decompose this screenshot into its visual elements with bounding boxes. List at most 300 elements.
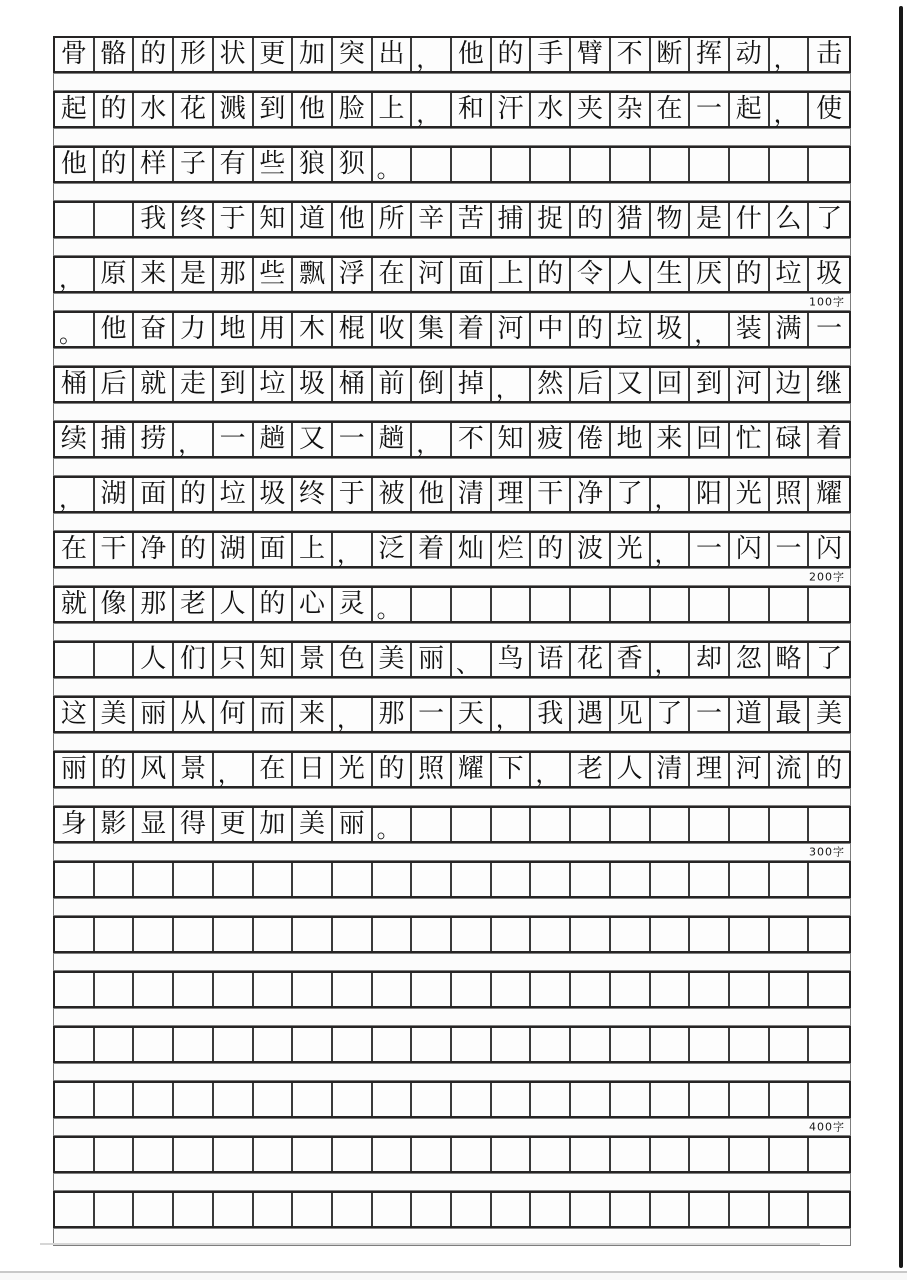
grid-cell (809, 1193, 849, 1226)
handwritten-char: 和 (457, 93, 484, 124)
grid-row (53, 916, 851, 953)
grid-cell (611, 863, 651, 896)
grid-cell (531, 918, 571, 951)
grid-cell (333, 313, 373, 346)
grid-cell (690, 588, 730, 621)
row-gap-strip (53, 403, 851, 421)
grid-cell (254, 698, 294, 731)
grid-cell (293, 643, 333, 676)
grid-cell (531, 533, 571, 566)
grid-cell (531, 698, 571, 731)
grid-cell (293, 973, 333, 1006)
grid-cell (809, 93, 849, 126)
grid-cell (134, 643, 174, 676)
handwritten-char: 人 (616, 258, 643, 289)
grid-cell (254, 1083, 294, 1116)
grid-cell (254, 1193, 294, 1226)
row-gap-strip (53, 128, 851, 146)
handwritten-char: 花 (576, 643, 603, 674)
grid-cell (492, 643, 532, 676)
handwritten-char: 棍 (338, 313, 365, 344)
grid-cell (95, 643, 135, 676)
handwritten-char: 那 (140, 588, 167, 619)
grid-cell (651, 38, 691, 71)
handwritten-char: 垃 (219, 478, 246, 509)
grid-cell (730, 643, 770, 676)
handwritten-char: 形 (179, 38, 206, 69)
grid-cell (611, 533, 651, 566)
grid-cell (690, 533, 730, 566)
grid-cell (730, 423, 770, 456)
grid-cell (174, 1193, 214, 1226)
handwritten-char: 趟 (378, 423, 405, 454)
handwritten-char: ， (217, 760, 242, 788)
grid-cell (690, 368, 730, 401)
handwritten-char: 木 (299, 313, 326, 344)
handwritten-char: 加 (299, 38, 326, 69)
row-gap-strip (53, 1063, 851, 1081)
grid-cell (651, 1083, 691, 1116)
grid-cell (293, 148, 333, 181)
grid-cell (55, 1083, 95, 1116)
handwritten-char: 净 (140, 533, 167, 564)
grid-cell (412, 533, 452, 566)
word-count-marker: 200字 (809, 570, 845, 584)
grid-cell (293, 478, 333, 511)
grid-cell (174, 1028, 214, 1061)
grid-cell (492, 1028, 532, 1061)
grid-cell (55, 588, 95, 621)
grid-cell (452, 588, 492, 621)
grid-cell (333, 863, 373, 896)
handwritten-char: 回 (656, 368, 683, 399)
grid-cell (571, 808, 611, 841)
grid-cell (531, 368, 571, 401)
grid-cell (214, 258, 254, 291)
handwritten-char: 而 (259, 698, 286, 729)
grid-row (53, 256, 851, 293)
grid-cell (373, 1028, 413, 1061)
handwritten-char: 掉 (457, 368, 484, 399)
handwritten-char: 影 (100, 808, 127, 839)
handwritten-char: 地 (219, 313, 246, 344)
grid-cell (611, 698, 651, 731)
grid-cell (134, 863, 174, 896)
row-gap-strip (53, 183, 851, 201)
grid-cell (412, 1138, 452, 1171)
grid-cell (770, 698, 810, 731)
handwritten-char: 风 (140, 753, 167, 784)
handwritten-char: 骨 (60, 38, 87, 69)
handwritten-char: 清 (457, 478, 484, 509)
grid-cell (95, 93, 135, 126)
grid-cell (770, 643, 810, 676)
grid-cell (333, 808, 373, 841)
grid-cell (373, 423, 413, 456)
grid-cell (531, 863, 571, 896)
handwritten-char: 又 (299, 423, 326, 454)
grid-cell (611, 148, 651, 181)
grid-cell (134, 533, 174, 566)
grid-cell (254, 973, 294, 1006)
grid-cell (809, 1138, 849, 1171)
grid-cell (611, 1138, 651, 1171)
handwritten-char: ， (495, 705, 520, 733)
grid-cell (254, 643, 294, 676)
handwritten-char: 臂 (576, 38, 603, 69)
grid-cell (730, 1193, 770, 1226)
grid-cell (55, 1138, 95, 1171)
grid-cell (254, 423, 294, 456)
grid-cell (492, 423, 532, 456)
handwritten-char: 干 (537, 478, 564, 509)
grid-cell (770, 753, 810, 786)
grid-cell (254, 148, 294, 181)
handwritten-char: 我 (537, 698, 564, 729)
grid-cell (333, 918, 373, 951)
grid-cell (134, 808, 174, 841)
handwritten-char: 了 (816, 643, 843, 674)
grid-cell (55, 698, 95, 731)
handwritten-char: 断 (656, 38, 683, 69)
grid-cell (293, 588, 333, 621)
grid-cell (611, 973, 651, 1006)
grid-cell (254, 753, 294, 786)
grid-cell (452, 148, 492, 181)
grid-cell (809, 368, 849, 401)
handwritten-char: ， (336, 705, 361, 733)
grid-cell (690, 918, 730, 951)
grid-cell (55, 148, 95, 181)
grid-cell (730, 38, 770, 71)
handwritten-char: 见 (616, 698, 643, 729)
grid-cell (611, 368, 651, 401)
handwritten-char: 日 (299, 753, 326, 784)
grid-cell (492, 808, 532, 841)
handwritten-char: 浮 (338, 258, 365, 289)
grid-cell (571, 1138, 611, 1171)
grid-cell (333, 588, 373, 621)
row-gap-strip (53, 788, 851, 806)
handwritten-char: 辛 (418, 203, 445, 234)
handwritten-char: 略 (775, 643, 802, 674)
grid-cell (55, 808, 95, 841)
sheet-bottom-shadow (40, 1243, 820, 1245)
grid-cell (730, 148, 770, 181)
handwritten-char: 一 (696, 698, 723, 729)
grid-cell (174, 918, 214, 951)
grid-cell (651, 643, 691, 676)
grid-cell (95, 588, 135, 621)
handwritten-char: ， (535, 760, 560, 788)
handwritten-char: 了 (816, 203, 843, 234)
grid-cell (55, 478, 95, 511)
handwritten-char: 这 (60, 698, 87, 729)
grid-cell (55, 753, 95, 786)
grid-cell (95, 148, 135, 181)
grid-cell (134, 313, 174, 346)
grid-cell (412, 148, 452, 181)
grid-cell (730, 1138, 770, 1171)
handwritten-char: 圾 (259, 478, 286, 509)
grid-cell (690, 973, 730, 1006)
grid-row (53, 91, 851, 128)
handwritten-char: 。 (376, 595, 401, 623)
grid-cell (333, 698, 373, 731)
handwritten-char: 走 (179, 368, 206, 399)
grid-cell (333, 258, 373, 291)
grid-row (53, 366, 851, 403)
handwritten-char: 垃 (616, 313, 643, 344)
handwritten-char: 光 (338, 753, 365, 784)
grid-cell (651, 1193, 691, 1226)
grid-cell (333, 93, 373, 126)
grid-cell (571, 313, 611, 346)
row-gap-strip (53, 953, 851, 971)
grid-cell (254, 38, 294, 71)
handwritten-char: 回 (696, 423, 723, 454)
grid-cell (531, 973, 571, 1006)
grid-cell (809, 38, 849, 71)
grid-cell (651, 1028, 691, 1061)
grid-cell (571, 973, 611, 1006)
handwritten-char: 丽 (140, 698, 167, 729)
handwritten-char: 倒 (418, 368, 445, 399)
grid-cell (770, 478, 810, 511)
grid-cell (809, 533, 849, 566)
handwritten-char: 边 (775, 368, 802, 399)
grid-cell (95, 368, 135, 401)
grid-cell (95, 38, 135, 71)
row-gap-strip (53, 238, 851, 256)
grid-cell (134, 1083, 174, 1116)
grid-cell (214, 38, 254, 71)
grid-cell (95, 203, 135, 236)
handwritten-char: 忽 (735, 643, 762, 674)
grid-cell (571, 368, 611, 401)
handwritten-char: 于 (219, 203, 246, 234)
handwritten-char: 面 (259, 533, 286, 564)
grid-cell (492, 1193, 532, 1226)
word-count-marker: 300字 (809, 845, 845, 859)
grid-cell (651, 808, 691, 841)
grid-cell (492, 148, 532, 181)
grid-cell (690, 423, 730, 456)
grid-cell (809, 423, 849, 456)
grid-cell (690, 313, 730, 346)
grid-cell (214, 1193, 254, 1226)
grid-cell (373, 148, 413, 181)
handwritten-char: 的 (576, 313, 603, 344)
grid-cell (452, 863, 492, 896)
grid-cell (452, 93, 492, 126)
handwritten-char: 溅 (219, 93, 246, 124)
handwritten-char: 是 (179, 258, 206, 289)
handwritten-char: 面 (457, 258, 484, 289)
grid-cell (730, 478, 770, 511)
handwritten-char: 知 (259, 203, 286, 234)
grid-cell (412, 313, 452, 346)
grid-cell (571, 38, 611, 71)
grid-cell (531, 643, 571, 676)
grid-cell (452, 918, 492, 951)
grid-cell (809, 753, 849, 786)
grid-cell (690, 93, 730, 126)
handwritten-char: 波 (576, 533, 603, 564)
grid-cell (452, 423, 492, 456)
handwritten-char: 上 (299, 533, 326, 564)
grid-cell (452, 313, 492, 346)
handwritten-char: 桶 (60, 368, 87, 399)
handwritten-char: 最 (775, 698, 802, 729)
grid-cell (333, 478, 373, 511)
handwritten-char: 灵 (338, 588, 365, 619)
handwritten-char: 飘 (299, 258, 326, 289)
grid-cell (95, 533, 135, 566)
grid-cell (611, 1193, 651, 1226)
grid-cell (611, 753, 651, 786)
grid-cell (492, 1138, 532, 1171)
handwritten-char: 心 (299, 588, 326, 619)
grid-cell (452, 533, 492, 566)
grid-cell (333, 1138, 373, 1171)
grid-cell (412, 1028, 452, 1061)
grid-cell (174, 533, 214, 566)
grid-cell (134, 478, 174, 511)
grid-cell (373, 533, 413, 566)
grid-cell (730, 203, 770, 236)
grid-cell (174, 588, 214, 621)
grid-cell (174, 973, 214, 1006)
grid-cell (730, 588, 770, 621)
grid-cell (293, 38, 333, 71)
grid-cell (373, 588, 413, 621)
grid-cell (492, 203, 532, 236)
handwritten-char: 老 (179, 588, 206, 619)
grid-cell (651, 148, 691, 181)
handwritten-char: 捕 (497, 203, 524, 234)
grid-cell (809, 643, 849, 676)
grid-row (53, 1191, 851, 1228)
grid-cell (373, 973, 413, 1006)
grid-cell (293, 808, 333, 841)
handwritten-char: 他 (457, 38, 484, 69)
grid-cell (571, 93, 611, 126)
grid-cell (412, 808, 452, 841)
handwritten-char: 美 (299, 808, 326, 839)
grid-cell (55, 38, 95, 71)
handwritten-char: ， (416, 45, 441, 73)
grid-cell (55, 258, 95, 291)
grid-cell (333, 973, 373, 1006)
grid-cell (412, 918, 452, 951)
grid-cell (55, 203, 95, 236)
handwritten-char: 一 (696, 93, 723, 124)
grid-cell (770, 973, 810, 1006)
grid-cell (55, 93, 95, 126)
grid-cell (95, 753, 135, 786)
grid-cell (531, 258, 571, 291)
grid-row (53, 806, 851, 843)
grid-cell (254, 313, 294, 346)
grid-cell (214, 203, 254, 236)
handwritten-char: 圾 (816, 258, 843, 289)
grid-cell (134, 38, 174, 71)
handwritten-char: 一 (418, 698, 445, 729)
grid-cell (531, 203, 571, 236)
handwritten-char: 的 (735, 258, 762, 289)
handwritten-char: 着 (816, 423, 843, 454)
grid-cell (492, 698, 532, 731)
handwritten-char: ， (654, 485, 679, 513)
grid-cell (55, 863, 95, 896)
grid-cell (611, 643, 651, 676)
grid-cell (651, 918, 691, 951)
grid-cell (452, 38, 492, 71)
grid-cell (651, 863, 691, 896)
grid-cell (651, 423, 691, 456)
grid-cell (452, 1138, 492, 1171)
grid-cell (690, 698, 730, 731)
grid-cell (531, 423, 571, 456)
grid-cell (571, 148, 611, 181)
grid-cell (730, 93, 770, 126)
handwritten-char: 的 (497, 38, 524, 69)
grid-cell (293, 258, 333, 291)
handwritten-char: 出 (378, 38, 405, 69)
handwritten-char: 上 (378, 93, 405, 124)
grid-cell (55, 643, 95, 676)
handwritten-char: 。 (59, 320, 83, 348)
grid-cell (651, 203, 691, 236)
grid-cell (651, 973, 691, 1006)
grid-cell (412, 863, 452, 896)
handwritten-char: 的 (179, 478, 206, 509)
grid-cell (770, 423, 810, 456)
grid-cell (95, 1193, 135, 1226)
grid-cell (690, 863, 730, 896)
handwritten-char: 阳 (696, 478, 723, 509)
grid-cell (730, 863, 770, 896)
handwritten-char: 耀 (816, 478, 843, 509)
handwritten-char: 样 (140, 148, 167, 179)
handwritten-char: 湖 (100, 478, 127, 509)
handwritten-char: ， (773, 45, 798, 73)
grid-cell (134, 148, 174, 181)
handwritten-char: 于 (338, 478, 365, 509)
grid-cell (254, 533, 294, 566)
grid-cell (95, 1028, 135, 1061)
grid-cell (373, 918, 413, 951)
handwritten-char: 景 (179, 753, 206, 784)
grid-cell (690, 1138, 730, 1171)
grid-cell (214, 423, 254, 456)
grid-cell (412, 368, 452, 401)
grid-cell (730, 1083, 770, 1116)
handwritten-char: 美 (816, 698, 843, 729)
handwritten-char: 那 (219, 258, 246, 289)
grid-cell (452, 368, 492, 401)
grid-cell (531, 93, 571, 126)
handwritten-char: 语 (537, 643, 564, 674)
grid-cell (770, 258, 810, 291)
handwritten-char: 老 (576, 753, 603, 784)
grid-cell (690, 643, 730, 676)
handwritten-char: 着 (418, 533, 445, 564)
grid-cell (174, 368, 214, 401)
grid-cell (452, 698, 492, 731)
grid-cell (651, 588, 691, 621)
